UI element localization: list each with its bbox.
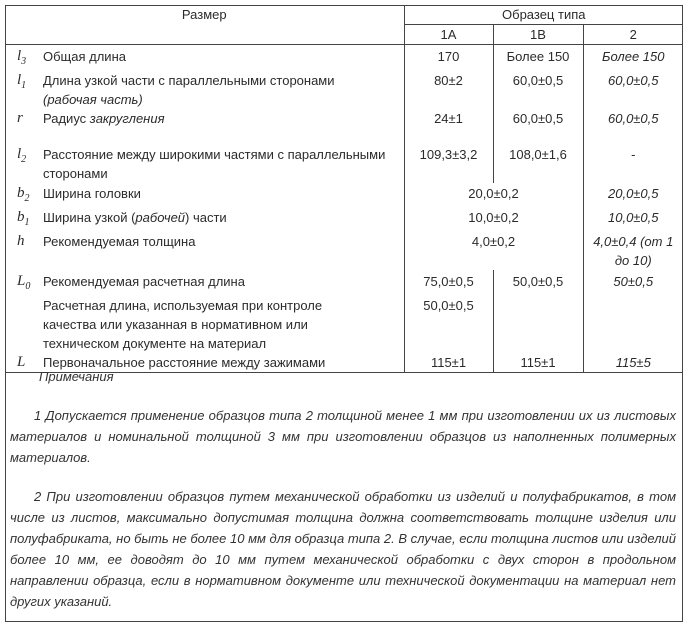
table-row <box>5 109 683 145</box>
symbol-empty <box>5 296 41 353</box>
row-name: Расстояние между широкими частями с параллельными сторонами <box>43 147 386 181</box>
value-1a: 50,0±0,5 <box>404 296 493 353</box>
value-1b: 108,0±1,6 <box>493 145 583 183</box>
note-2: 2 При изготовлении образцов путем механической обработки из изделий и полуфабрикатов, в том числе из листов, максимально допустимая толщина должна соответствовать толщине изделия или полуфабриката, но быть не более 10 мм для образца типа 2. В случае, если толщина листов или изделий более 10 мм, ее доводят до 10 мм путем механической обработки с двух сторон в продольном направлении образца, если в нормативном документе или технической документации на материал нет других указаний. <box>10 489 676 609</box>
table-row <box>5 296 683 353</box>
symbol-l0: $L_0$ <box>17 273 31 292</box>
value-1a-1b: 4,0±0,2 <box>404 232 583 270</box>
symbol-l3: $l_3$ <box>17 48 27 67</box>
value-1b: 60,0±0,5 <box>493 71 583 109</box>
symbol-h: h <box>17 233 25 249</box>
row-name: Первоначальное расстояние между зажимами <box>41 353 404 373</box>
table-row <box>5 208 683 232</box>
note-1: 1 Допускается применение образцов типа 2 толщиной менее 1 мм при изготовлении их из листовых материалов и номинальной толщиной 3 мм при изготовлении образцов из наполненных полимерных материалов. <box>10 408 676 465</box>
value-1a: 75,0±0,5 <box>404 270 493 296</box>
value-1a-1b: 10,0±0,2 <box>404 208 583 232</box>
type-1b: 1B <box>493 25 583 45</box>
row-name: Рекомендуемая толщина <box>43 234 196 249</box>
header-size: Размер <box>5 5 404 45</box>
value-2: 50±0,5 <box>583 270 683 296</box>
value-1a: 24±1 <box>404 109 493 145</box>
value-1b <box>493 296 583 353</box>
symbol-b1: $b_1$ <box>17 209 30 228</box>
table-header-row <box>5 5 683 25</box>
table-row <box>5 183 683 208</box>
value-1a: 170 <box>404 45 493 72</box>
value-2 <box>583 296 683 353</box>
value-2: 60,0±0,5 <box>583 71 683 109</box>
row-name: Ширина узкой (рабочей) части <box>43 210 227 225</box>
row-name: Расчетная длина, используемая при контроле качества или указанная в нормативном или техническом документе на материал <box>43 298 323 351</box>
table-row <box>5 45 683 72</box>
symbol-L: L <box>5 353 41 373</box>
value-1b: 60,0±0,5 <box>493 109 583 145</box>
value-1b: 50,0±0,5 <box>493 270 583 296</box>
row-name: Радиус закругления <box>43 111 165 126</box>
table-row <box>5 270 683 296</box>
table-row <box>5 71 683 109</box>
row-name: Рекомендуемая расчетная длина <box>43 274 245 289</box>
value-2: Более 150 <box>583 45 683 72</box>
value-2: 115±5 <box>583 353 683 373</box>
row-name: Длина узкой части с параллельными сторонами (рабочая часть) <box>43 73 335 107</box>
symbol-l1: $l_1$ <box>17 72 27 91</box>
value-1a-1b: 20,0±0,2 <box>404 183 583 208</box>
symbol-r: r <box>17 110 23 126</box>
value-2: 10,0±0,5 <box>583 208 683 232</box>
value-1a: 115±1 <box>404 353 493 373</box>
value-1b: 115±1 <box>493 353 583 373</box>
symbol-l2: $l_2$ <box>17 146 27 165</box>
notes-title: Примечания <box>39 369 114 384</box>
value-2: 60,0±0,5 <box>583 109 683 145</box>
value-2: 4,0±0,4 (от 1 до 10) <box>583 232 683 270</box>
value-2: 20,0±0,5 <box>583 183 683 208</box>
value-2: - <box>583 145 683 183</box>
value-1a: 80±2 <box>404 71 493 109</box>
notes-section <box>10 366 676 612</box>
dimensions-table <box>5 5 683 373</box>
value-1b: Более 150 <box>493 45 583 72</box>
row-name: Общая длина <box>43 49 126 64</box>
header-sample-type: Образец типа <box>404 5 683 25</box>
row-name: Ширина головки <box>43 186 141 201</box>
symbol-b2: $b_2$ <box>17 185 30 204</box>
type-2: 2 <box>583 25 683 45</box>
table-row <box>5 145 683 183</box>
table-row <box>5 232 683 270</box>
type-1a: 1A <box>404 25 493 45</box>
value-1a: 109,3±3,2 <box>404 145 493 183</box>
